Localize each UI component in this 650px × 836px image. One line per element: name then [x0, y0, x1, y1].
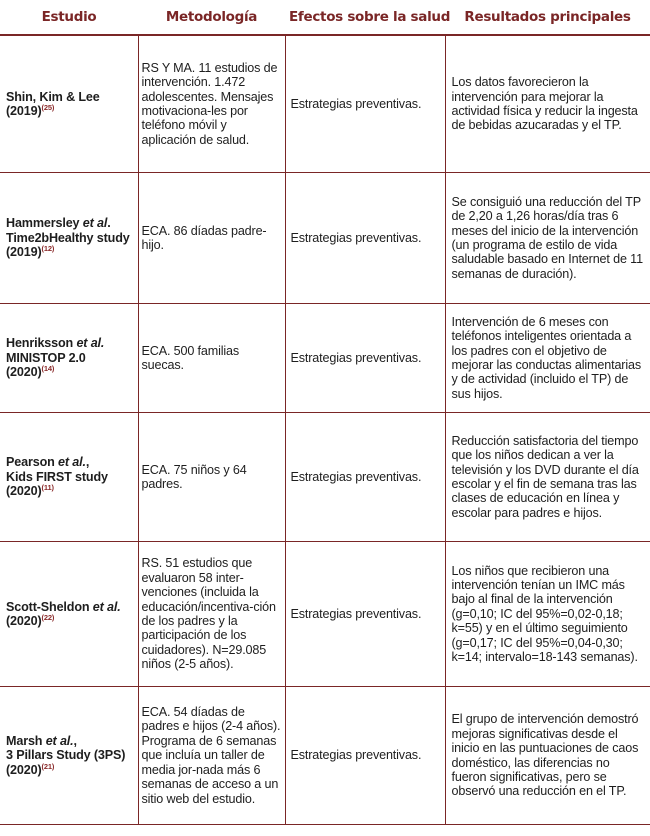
study-name-suffix: . — [107, 216, 111, 231]
effect-cell: Estrategias preventivas. — [285, 173, 445, 304]
study-name-suffix: , — [73, 733, 77, 748]
study-year: (2020) — [6, 762, 42, 777]
study-year: (2019) — [6, 104, 42, 118]
method-cell: ECA. 54 díadas de padres e hijos (2-4 años). Programa de 6 semanas que incluía un taller de media jor-nada más 6 semanas de acceso a un sitio web del estudio. — [138, 687, 285, 825]
effect-cell: Estrategias preventivas. — [285, 542, 445, 687]
study-et-al: et al — [82, 216, 108, 231]
study-name: Henriksson — [6, 336, 77, 351]
study-cell — [0, 542, 138, 687]
result-cell: Reducción satisfactoria del tiempo que los niños dedican a ver la televisión y los DVD durante el día escolar y el fin de semana tras las clases de educación en línea y escolar para padres e hijos. — [445, 413, 650, 542]
method-cell: ECA. 86 díadas padre-hijo. — [138, 173, 285, 304]
reference-number: (11) — [41, 483, 54, 493]
study-cell — [0, 173, 138, 304]
reference-number: (25) — [41, 102, 55, 112]
study-year: (2020) — [6, 614, 42, 628]
table-row — [0, 35, 650, 173]
table-row — [0, 173, 650, 304]
study-name: Marsh — [6, 733, 46, 748]
method-cell: ECA. 500 familias suecas. — [138, 304, 285, 413]
study-name: Shin, Kim & Lee — [6, 89, 100, 104]
study-et-al: et al. — [58, 455, 86, 470]
study-program: Kids FIRST study — [6, 469, 108, 484]
study-year: (2020) — [6, 365, 42, 380]
table-row — [0, 304, 650, 413]
study-name: Scott-Sheldon — [6, 599, 93, 614]
effect-cell: Estrategias preventivas. — [285, 687, 445, 825]
table-row — [0, 687, 650, 825]
reference-number: (12) — [41, 244, 55, 254]
study-program: 3 Pillars Study (3PS) — [6, 748, 126, 763]
result-cell: Intervención de 6 meses con teléfonos inteligentes orientada a los padres con el objetivo de mejorar las conductas alimentarias y de actividad (incluido el TP) de sus hijos. — [445, 304, 650, 413]
method-cell: RS Y MA. 11 estudios de intervención. 1.472 adolescentes. Mensajes motivaciona-les por teléfono móvil y aplicación de salud. — [138, 35, 285, 173]
header-efectos: Efectos sobre la salud — [285, 0, 445, 35]
effect-cell: Estrategias preventivas. — [285, 35, 445, 173]
table-row — [0, 542, 650, 687]
reference-number: (22) — [41, 612, 55, 622]
reference-number: (14) — [41, 364, 55, 374]
study-year: (2019) — [6, 245, 42, 260]
header-metodologia: Metodología — [138, 0, 285, 35]
result-cell: El grupo de intervención demostró mejoras significativas desde el inicio en las puntuaciones de caos doméstico, las diferencias no fueron significativas, pero se observó una reducción en el TP. — [445, 687, 650, 825]
study-cell — [0, 413, 138, 542]
study-name: Hammersley — [6, 216, 83, 231]
study-program: MINISTOP 2.0 — [6, 350, 86, 365]
result-cell: Los datos favorecieron la intervención para mejorar la actividad física y reducir la ingesta de bebidas azucaradas y el TP. — [445, 35, 650, 173]
study-cell — [0, 687, 138, 825]
table-header-row — [0, 0, 650, 35]
study-name: Pearson — [6, 455, 58, 470]
result-cell: Los niños que recibieron una intervención tenían un IMC más bajo al final de la intervención (g=0,10; IC del 95%=0,02-0,18; k=55) y en el último seguimiento (g=0,17; IC del 95%=0,04-0,30; k=14; intervalo=18-143 semanas). — [445, 542, 650, 687]
study-cell — [0, 35, 138, 173]
method-cell: ECA. 75 niños y 64 padres. — [138, 413, 285, 542]
study-name-suffix: , — [85, 455, 90, 470]
study-et-al: et al. — [45, 733, 74, 748]
study-year: (2020) — [6, 484, 42, 499]
header-estudio: Estudio — [0, 0, 138, 35]
effect-cell: Estrategias preventivas. — [285, 304, 445, 413]
result-cell: Se consiguió una reducción del TP de 2,20 a 1,26 horas/día tras 6 meses del inicio de la intervención (un programa de estilo de vida saludable basado en Internet de 11 semanas de duración). — [445, 173, 650, 304]
header-resultados: Resultados principales — [445, 0, 650, 35]
study-et-al: et al. — [92, 599, 121, 614]
method-cell: RS. 51 estudios que evaluaron 58 inter-venciones (incluida la educación/incentiva-ción de los padres y la participación de los cuidadores). N=29.085 niños (2-5 años). — [138, 542, 285, 687]
effect-cell: Estrategias preventivas. — [285, 413, 445, 542]
study-cell — [0, 304, 138, 413]
study-program: Time2bHealthy study — [6, 230, 130, 245]
table-row — [0, 413, 650, 542]
study-et-al: et al. — [76, 336, 105, 351]
reference-number: (21) — [41, 761, 55, 771]
